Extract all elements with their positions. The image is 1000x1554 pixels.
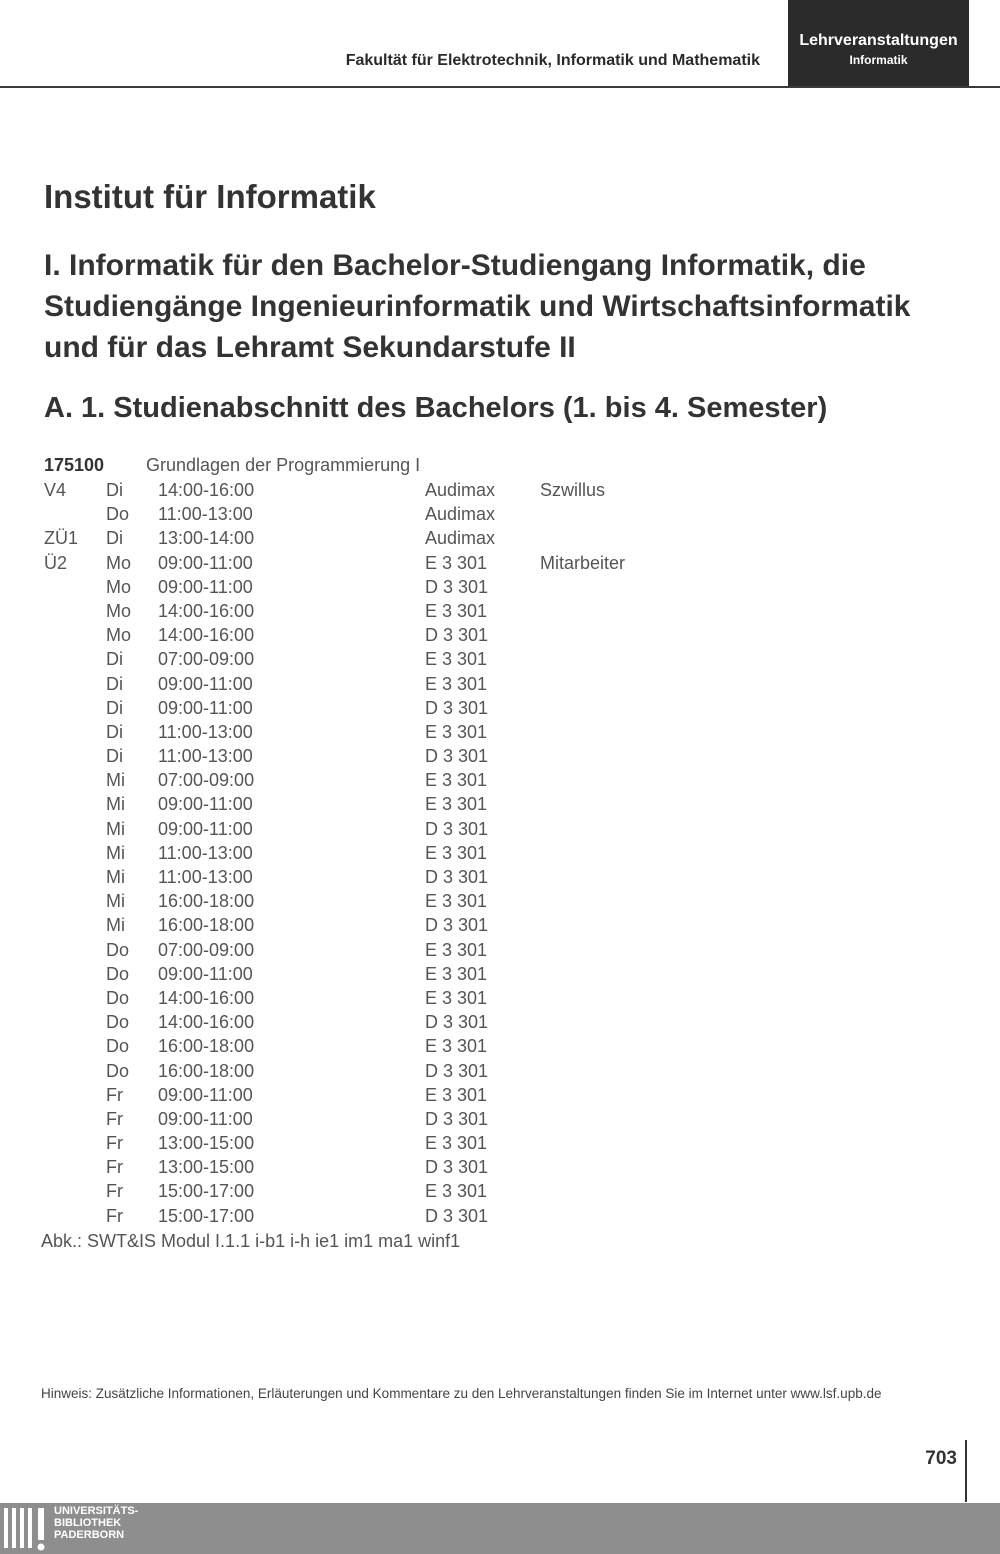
schedule-time: 14:00-16:00 — [158, 1012, 255, 1033]
schedule-day: Mi — [106, 770, 125, 791]
schedule-day: Fr — [106, 1157, 123, 1178]
header-badge — [788, 0, 969, 86]
schedule-day: Di — [106, 697, 123, 718]
schedule-day: Di — [106, 480, 123, 500]
course-number: 175100 — [44, 455, 105, 475]
schedule-room: E 3 301 — [425, 987, 488, 1008]
schedule-time: 09:00-11:00 — [158, 576, 253, 597]
schedule-room: E 3 301 — [425, 1181, 488, 1202]
schedule-type: Ü2 — [44, 552, 68, 573]
schedule-time: 07:00-09:00 — [158, 649, 255, 670]
schedule-room: D 3 301 — [425, 915, 489, 936]
schedule-room: D 3 301 — [425, 867, 489, 887]
schedule-time: 09:00-11:00 — [158, 1084, 253, 1105]
library-name-line2: BIBLIOTHEK — [54, 1517, 122, 1529]
schedule-time: 09:00-11:00 — [158, 818, 253, 839]
schedule-row — [0, 649, 1000, 673]
schedule-row — [0, 746, 1000, 770]
schedule-type: V4 — [44, 480, 67, 500]
subsection-title: A. 1. Studienabschnitt des Bachelors (1. bis 4. Semester) — [44, 392, 828, 424]
schedule-day: Fr — [106, 1108, 123, 1129]
schedule-day: Mo — [106, 576, 132, 597]
schedule-time: 11:00-13:00 — [158, 867, 253, 887]
schedule-day: Di — [106, 721, 123, 742]
schedule-time: 09:00-11:00 — [158, 794, 253, 815]
schedule-room: E 3 301 — [425, 842, 488, 863]
schedule-row — [0, 1133, 1000, 1157]
schedule-row — [0, 867, 1000, 891]
schedule-day: Di — [106, 673, 123, 694]
schedule-room: D 3 301 — [425, 576, 489, 597]
schedule-time: 11:00-13:00 — [158, 842, 253, 863]
schedule-day: Mi — [106, 915, 125, 936]
schedule-room: E 3 301 — [425, 963, 488, 984]
schedule-time: 13:00-15:00 — [158, 1133, 255, 1154]
schedule-time: 09:00-11:00 — [158, 673, 253, 694]
schedule-room: D 3 301 — [425, 1157, 489, 1178]
schedule-day: Mi — [106, 842, 125, 863]
schedule-time: 11:00-13:00 — [158, 504, 253, 525]
schedule-time: 14:00-16:00 — [158, 625, 255, 646]
schedule-room: E 3 301 — [425, 1036, 488, 1057]
schedule-time: 09:00-11:00 — [158, 552, 253, 573]
schedule-row — [0, 819, 1000, 843]
schedule-time: 09:00-11:00 — [158, 1108, 253, 1129]
schedule-day: Fr — [106, 1205, 123, 1226]
schedule-room: E 3 301 — [425, 770, 488, 791]
schedule-room: Audimax — [425, 480, 496, 500]
schedule-row — [0, 1181, 1000, 1205]
schedule-day: Do — [106, 963, 130, 984]
section-title: I. Informatik für den Bachelor-Studiengang Informatik, die Studiengänge Ingenieurinformatik und Wirtschaftsinformatik und für das Lehramt Sekundarstufe II — [44, 249, 911, 364]
schedule-time: 09:00-11:00 — [158, 697, 253, 718]
schedule-day: Fr — [106, 1181, 123, 1202]
schedule-row — [0, 843, 1000, 867]
course-title: Grundlagen der Programmierung I — [146, 455, 421, 475]
schedule-time: 16:00-18:00 — [158, 1036, 255, 1057]
schedule-day: Di — [106, 528, 123, 549]
schedule-row — [0, 553, 1000, 577]
schedule-row — [0, 528, 1000, 552]
schedule-lecturer: Mitarbeiter — [540, 552, 626, 573]
schedule-day: Mi — [106, 891, 125, 912]
schedule-room: E 3 301 — [425, 794, 488, 815]
schedule-time: 15:00-17:00 — [158, 1205, 255, 1226]
institute-title: Institut für Informatik — [44, 178, 376, 215]
schedule-type: ZÜ1 — [44, 528, 79, 549]
schedule-room: Audimax — [425, 528, 496, 549]
schedule-room: E 3 301 — [425, 891, 488, 912]
course-schedule — [0, 480, 1000, 1230]
schedule-row — [0, 1206, 1000, 1230]
header-divider — [0, 86, 1000, 88]
schedule-time: 14:00-16:00 — [158, 480, 255, 500]
schedule-row — [0, 577, 1000, 601]
schedule-time: 09:00-11:00 — [158, 963, 253, 984]
schedule-row — [0, 722, 1000, 746]
library-barcode-icon — [4, 1506, 48, 1552]
schedule-day: Mo — [106, 625, 132, 646]
schedule-day: Mo — [106, 600, 132, 621]
library-name-line1: UNIVERSITÄTS- — [54, 1505, 139, 1517]
schedule-day: Do — [106, 1060, 130, 1081]
schedule-room: E 3 301 — [425, 552, 488, 573]
schedule-row — [0, 480, 1000, 504]
schedule-time: 07:00-09:00 — [158, 939, 255, 960]
schedule-row — [0, 625, 1000, 649]
schedule-row — [0, 1085, 1000, 1109]
schedule-room: D 3 301 — [425, 1060, 489, 1081]
schedule-row — [0, 504, 1000, 528]
page-number: 703 — [925, 1448, 957, 1469]
schedule-day: Mi — [106, 818, 125, 839]
schedule-room: D 3 301 — [425, 625, 489, 646]
header-badge-subtitle: Informatik — [849, 53, 908, 67]
schedule-row — [0, 1036, 1000, 1060]
schedule-day: Di — [106, 746, 123, 767]
schedule-row — [0, 1061, 1000, 1085]
schedule-room: D 3 301 — [425, 697, 489, 718]
schedule-row — [0, 698, 1000, 722]
schedule-row — [0, 1157, 1000, 1181]
schedule-time: 14:00-16:00 — [158, 987, 255, 1008]
schedule-day: Do — [106, 987, 130, 1008]
schedule-day: Mi — [106, 867, 125, 887]
library-footer — [0, 1503, 1000, 1554]
schedule-row — [0, 794, 1000, 818]
schedule-room: E 3 301 — [425, 1133, 488, 1154]
schedule-room: D 3 301 — [425, 746, 489, 767]
schedule-time: 15:00-17:00 — [158, 1181, 255, 1202]
schedule-time: 14:00-16:00 — [158, 600, 255, 621]
schedule-row — [0, 770, 1000, 794]
schedule-day: Mo — [106, 552, 132, 573]
schedule-room: E 3 301 — [425, 649, 488, 670]
page-number-divider — [965, 1440, 967, 1502]
schedule-time: 16:00-18:00 — [158, 891, 255, 912]
schedule-lecturer: Szwillus — [540, 480, 606, 500]
schedule-room: D 3 301 — [425, 818, 489, 839]
course-abbreviation: Abk.: SWT&IS Modul I.1.1 i-b1 i-h ie1 im1 ma1 winf1 — [41, 1231, 461, 1251]
schedule-room: E 3 301 — [425, 721, 488, 742]
schedule-time: 11:00-13:00 — [158, 746, 253, 767]
schedule-row — [0, 601, 1000, 625]
schedule-room: D 3 301 — [425, 1205, 489, 1226]
schedule-row — [0, 1012, 1000, 1036]
schedule-room: E 3 301 — [425, 1084, 488, 1105]
schedule-time: 16:00-18:00 — [158, 1060, 255, 1081]
schedule-day: Mi — [106, 794, 125, 815]
course-header — [0, 455, 1000, 479]
schedule-time: 07:00-09:00 — [158, 770, 255, 791]
schedule-time: 16:00-18:00 — [158, 915, 255, 936]
schedule-row — [0, 988, 1000, 1012]
schedule-room: E 3 301 — [425, 939, 488, 960]
hint-note: Hinweis: Zusätzliche Informationen, Erläuterungen und Kommentare zu den Lehrveranstaltungen finden Sie im Internet unter www.lsf.upb.de — [41, 1386, 882, 1401]
schedule-day: Do — [106, 1012, 130, 1033]
schedule-row — [0, 891, 1000, 915]
library-name-line3: PADERBORN — [54, 1529, 125, 1541]
schedule-time: 11:00-13:00 — [158, 721, 253, 742]
schedule-room: D 3 301 — [425, 1108, 489, 1129]
header-badge-title: Lehrveranstaltungen — [799, 32, 958, 49]
schedule-day: Do — [106, 939, 130, 960]
schedule-room: E 3 301 — [425, 673, 488, 694]
schedule-day: Do — [106, 504, 130, 525]
schedule-row — [0, 915, 1000, 939]
schedule-day: Fr — [106, 1133, 123, 1154]
schedule-day: Di — [106, 649, 123, 670]
schedule-room: E 3 301 — [425, 600, 488, 621]
schedule-time: 13:00-15:00 — [158, 1157, 255, 1178]
schedule-room: D 3 301 — [425, 1012, 489, 1033]
schedule-time: 13:00-14:00 — [158, 528, 255, 549]
schedule-day: Do — [106, 1036, 130, 1057]
schedule-row — [0, 1109, 1000, 1133]
schedule-row — [0, 964, 1000, 988]
schedule-row — [0, 674, 1000, 698]
faculty-header: Fakultät für Elektrotechnik, Informatik und Mathematik — [345, 52, 760, 69]
library-name — [54, 1505, 138, 1541]
schedule-room: Audimax — [425, 504, 496, 525]
schedule-day: Fr — [106, 1084, 123, 1105]
schedule-row — [0, 940, 1000, 964]
